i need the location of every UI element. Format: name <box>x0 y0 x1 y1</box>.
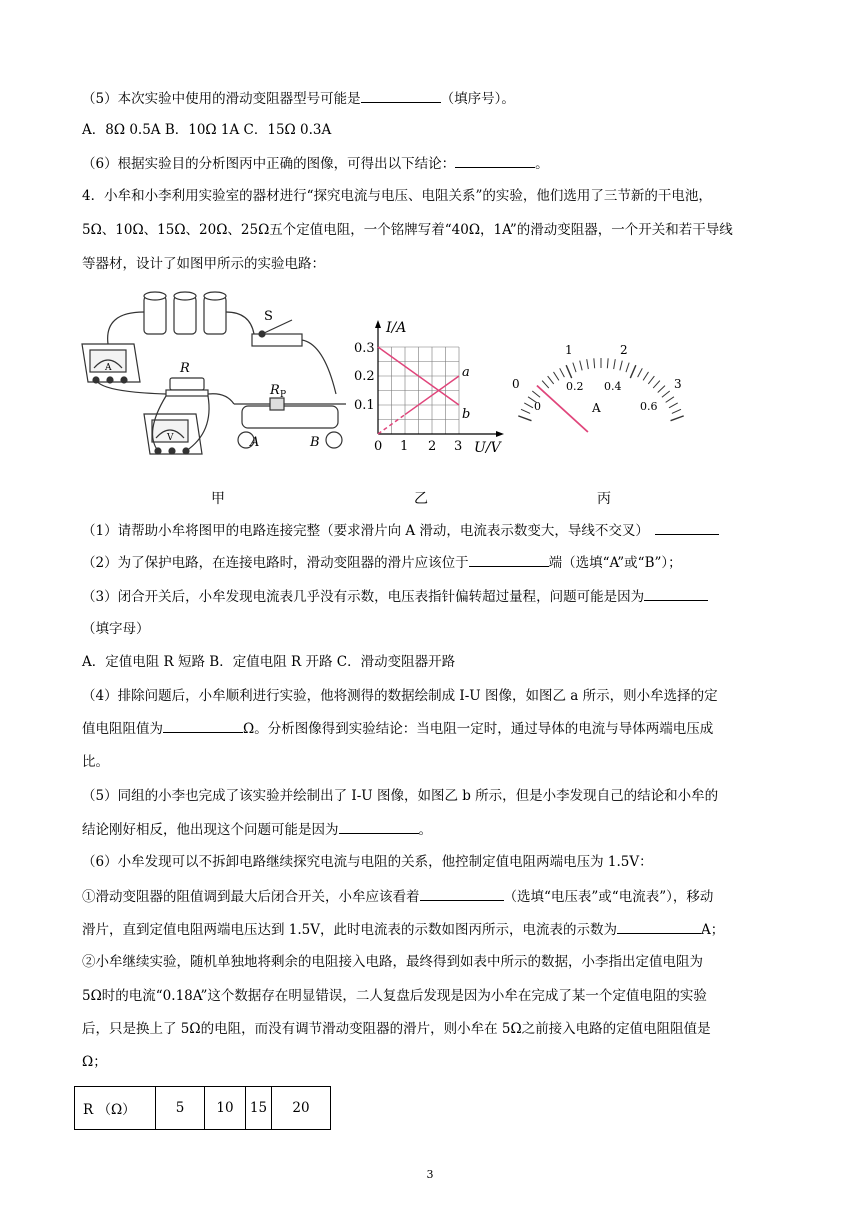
svg-text:S: S <box>264 309 273 324</box>
dial-outer-label: 2 <box>620 343 628 357</box>
dial-tick <box>532 391 540 397</box>
svg-text:B: B <box>310 435 320 450</box>
answer-blank[interactable] <box>361 88 441 103</box>
dial-tick <box>669 403 678 408</box>
dial-tick <box>548 376 554 384</box>
answer-blank[interactable] <box>644 586 708 601</box>
answer-blank[interactable] <box>617 919 701 934</box>
q6b-step2-1: ②小牟继续实验，随机单独地将剩余的电阻接入电路，最终得到如表中所示的数据，小李指出定值电阻为 <box>82 954 703 970</box>
dial-inner-label: 0 <box>534 400 541 413</box>
q5b-text-1: （5）同组的小李也完成了该实验并绘制出了 I-U 图像，如图乙 b 所示，但是小李发现自己的结论和小牟的 <box>82 788 719 804</box>
q6b-step2-4: Ω； <box>82 1054 107 1070</box>
resistor-icon <box>166 378 208 396</box>
figure-label-bing: 丙 <box>597 491 611 507</box>
dial-tick <box>671 416 684 421</box>
dial-tick <box>643 372 648 380</box>
ammeter-dial <box>506 336 696 446</box>
y-axis-label: I/A <box>386 320 407 336</box>
grid <box>378 347 459 434</box>
y-axis-arrow <box>375 320 381 328</box>
q6b-step2-3: 后，只是换上了 5Ω的电阻，而没有调节滑动变阻器的滑片，则小牟在 5Ω之前接入电路的定值电阻阻值是 <box>82 1021 711 1037</box>
svg-text:R: R <box>180 361 190 376</box>
svg-text:A: A <box>105 363 112 373</box>
circuit-figure <box>74 282 364 472</box>
dial-tick <box>638 368 643 377</box>
q5-options: A．8Ω 0.5A B．10Ω 1A C．15Ω 0.3A <box>82 122 332 138</box>
page-number: 3 <box>426 1168 434 1181</box>
dial-outer-label: 3 <box>674 377 682 391</box>
table-header-cell: R （Ω） <box>75 1087 156 1130</box>
dial-tick <box>580 361 582 371</box>
dial-inner-label: 0.2 <box>566 380 584 393</box>
series-b-label: b <box>462 407 471 422</box>
answer-blank[interactable] <box>469 552 549 567</box>
dial-outer-label: 0 <box>512 377 520 391</box>
q5b-text-2: 结论刚好相反，他出现这个问题可能是因为 。 <box>82 819 432 840</box>
dial-tick <box>554 372 559 380</box>
problem4-intro-1: 4．小牟和小李利用实验室的器材进行“探究电流与电压、电阻关系”的实验，他们选用了三节新的干电池， <box>82 188 712 204</box>
q4-text-2: 值电阻阻值为 Ω。分析图像得到实验结论：当电阻一定时，通过导体的电流与导体两端电压成 <box>82 718 713 739</box>
y-tick: 0.1 <box>354 398 375 413</box>
answer-blank[interactable] <box>163 718 243 733</box>
dial-outer-label: 1 <box>565 343 573 357</box>
dial-tick <box>653 381 660 388</box>
y-tick: 0.2 <box>354 369 375 384</box>
figure-label-jia: 甲 <box>211 491 225 507</box>
x-axis-arrow <box>496 431 504 437</box>
q3-text: （3）闭合开关后，小牟发现电流表几乎没有示数，电压表指针偏转超过量程，问题可能是因为 <box>82 586 708 607</box>
q5-text: （5）本次实验中使用的滑动变阻器型号可能是 （填序号）。 <box>82 88 515 109</box>
q3-options: A．定值电阻 R 短路 B．定值电阻 R 开路 C．滑动变阻器开路 <box>82 654 456 670</box>
svg-text:A: A <box>250 435 260 450</box>
dial-tick <box>614 359 616 369</box>
switch-icon <box>252 320 302 346</box>
answer-blank[interactable] <box>455 153 535 168</box>
q1-text: （1）请帮助小牟将图甲的电路连接完整（要求滑片向 A 滑动，电流表示数变大，导线不交叉） <box>82 520 719 541</box>
dial-tick <box>630 365 636 378</box>
dial-tick <box>518 416 531 421</box>
figure-label-yi: 乙 <box>414 491 428 507</box>
answer-blank[interactable] <box>655 520 719 535</box>
x-tick: 3 <box>454 439 463 454</box>
table-cell: 5 <box>156 1087 205 1130</box>
dial-tick <box>594 358 595 368</box>
dial-tick <box>620 361 622 371</box>
q4-text-3: 比。 <box>82 754 109 770</box>
series-a-label: a <box>462 365 470 380</box>
q6b-step1-2: 滑片，直到定值电阻两端电压达到 1.5V，此时电流表的示数如图丙所示，电流表的示数为 A； <box>82 919 724 940</box>
q6-text: （6）根据实验目的分析图丙中正确的图像，可得出以下结论： 。 <box>82 153 549 174</box>
y-tick: 0.3 <box>354 341 375 356</box>
dial-tick <box>658 386 665 393</box>
iu-graph <box>350 318 510 478</box>
dial-tick <box>587 359 589 369</box>
q6b-step1-1: ①滑动变阻器的阻值调到最大后闭合开关，小牟应该看着 （选填“电压表”或“电流表”），移动 <box>82 886 713 907</box>
svg-text:V: V <box>167 433 174 443</box>
svg-text:R: R <box>270 383 280 398</box>
x-tick: 0 <box>374 439 383 454</box>
table-cell: 20 <box>272 1087 331 1130</box>
dial-tick <box>573 363 576 372</box>
table-row <box>75 1087 331 1130</box>
answer-blank[interactable] <box>339 819 419 834</box>
dial-tick <box>521 409 530 413</box>
resistance-table <box>74 1086 331 1130</box>
q6b-text: （6）小牟发现可以不拆卸电路继续探究电流与电阻的关系，他控制定值电阻两端电压为 1.5V： <box>82 854 653 870</box>
problem4-intro-3: 等器材，设计了如图甲所示的实验电路： <box>82 256 325 272</box>
svg-text:P: P <box>280 390 287 400</box>
dial-tick <box>648 376 654 384</box>
table-cell: 15 <box>246 1087 272 1130</box>
problem4-intro-2: 5Ω、10Ω、15Ω、20Ω、25Ω五个定值电阻，一个铭牌写着“40Ω，1A”的滑动变阻器，一个开关和若干导线 <box>82 222 733 238</box>
q4-text-1: （4）排除问题后，小牟顺利进行实验，他将测得的数据绘制成 I-U 图像，如图乙 a 所示，则小牟选择的定 <box>82 688 718 704</box>
dial-ticks <box>518 358 683 421</box>
dial-tick <box>524 403 533 408</box>
battery-icon <box>144 292 226 334</box>
dial-inner-label: 0.4 <box>604 380 622 393</box>
dial-tick <box>662 391 670 397</box>
dial-tick <box>666 397 674 403</box>
dial-tick <box>566 365 572 378</box>
dial-tick <box>626 363 629 372</box>
q3-hint: （填字母） <box>82 621 150 637</box>
x-tick: 2 <box>428 439 437 454</box>
q6b-step2-2: 5Ω时的电流“0.18A”这个数据存在明显错误，二人复盘后发现是因为小牟在完成了某一个定值电阻的实验 <box>82 988 707 1004</box>
x-axis-label: U/V <box>474 440 501 456</box>
dial-tick <box>560 368 565 377</box>
dial-tick <box>672 409 681 413</box>
answer-blank[interactable] <box>420 886 504 901</box>
table-cell: 10 <box>205 1087 246 1130</box>
dial-inner-label: 0.6 <box>640 400 658 413</box>
x-tick: 1 <box>400 439 409 454</box>
dial-tick <box>542 381 549 388</box>
dial-tick <box>607 358 608 368</box>
dial-unit: A <box>592 401 601 415</box>
q2-text: （2）为了保护电路，在连接电路时，滑动变阻器的滑片应该位于 端（选填“A”或“B”）； <box>82 552 682 573</box>
